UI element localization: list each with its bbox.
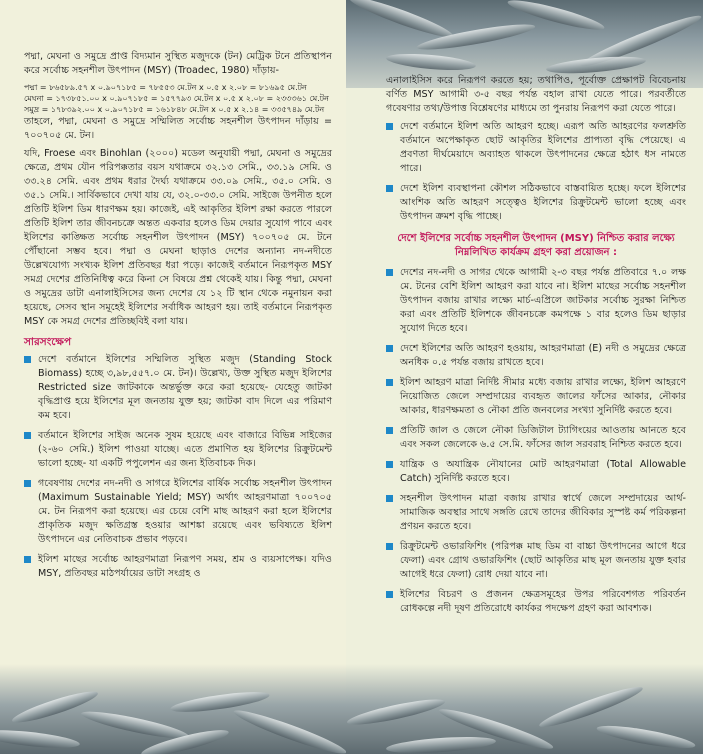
msy-continuation: এনালাইসিস করে নিরূপণ করতে হয়; তথাপিও, পূর্বোক্ত প্রেক্ষাপট বিবেচনায় বর্ণিত MSY আগামী ৩-৫ বছর পর্যন্ত বহাল রাখা যেতে পারে। পরবর্তীতে গবেষণার তথ্য/উপাত্ত বিশ্লেষণের মাধ্যমে তা পুনরায় নিরূপণ করা যেতে পারে। bbox=[386, 75, 686, 114]
findings-list bbox=[386, 120, 686, 224]
square-bullet-icon bbox=[386, 495, 393, 502]
recommendations-heading: দেশে ইলিশের সর্বোচ্চ সহনশীল উৎপাদন (MSY) নিশ্চিত করার লক্ষ্যে নিম্নলিখিত কার্যক্রম গ্রহণ করা প্রয়োজন : bbox=[397, 233, 675, 258]
calc-row-sea: সমুদ্র = ১৭৮৩৯২.০০ x ০.৯০৭১৮৫ = ১৬১৮৪৮ মে.টন x ০.৫ x ২.১৪ = ৩৩৫৭৪৯ মে.টন bbox=[24, 105, 325, 114]
finding-item: দেশে ইলিশ ব্যবস্থাপনা কৌশল সঠিকভাবে বাস্তবায়িত হচ্ছে। ফলে ইলিশের আংশিক অতি আহরণ সত্ত্বেও ইলিশের রিক্রুটমেন্ট ভালো হচ্ছে এবং উৎপাদন ক্রমশ বৃদ্ধি পাচ্ছে। bbox=[386, 182, 686, 224]
recommendation-item: যান্ত্রিক ও অযান্ত্রিক নৌযানের মোট আহরণমাত্রা (Total Allowable Catch) সুনির্দিষ্ট করতে হবে। bbox=[386, 458, 686, 486]
square-bullet-icon bbox=[24, 556, 31, 563]
recommendation-item: সহনশীল উৎপাদন মাত্রা বজায় রাখার স্বার্থে জেলে সম্প্রদায়ের আর্থ-সামাজিক অবস্থার সাথে সঙ্গতি রেখে তাদের জীবিকার সুস্পষ্ট কর্ম পরিকল্পনা প্রণয়ন করতে হবে। bbox=[386, 492, 686, 534]
recommendation-item: দেশের নদ-নদী ও সাগর থেকে আগামী ২-৩ বছর পর্যন্ত প্রতিবারে ৭.০ লক্ষ মে. টনের বেশি ইলিশ আহরণ করা যাবে না। ইলিশ মাছের সর্বোচ্চ সহনশীল উৎপাদন বজায় রাখার লক্ষ্যে মার্চ-এপ্রিলে জাটকার সর্বোচ্চ সুরক্ষা নিশ্চিত করা এবং প্রতিটি ইলিশকে জীবনচক্রে কমপক্ষে ১ বার হলেও ডিম ছাড়ার সুযোগ দিতে হবে। bbox=[386, 266, 686, 336]
square-bullet-icon bbox=[386, 379, 393, 386]
square-bullet-icon bbox=[386, 461, 393, 468]
recommendation-item: রিক্রুটমেন্ট ওভারফিশিং (পরিপক্ক মাছ ডিম বা বাচ্চা উৎপাদনের আগে ধরে ফেলা) এবং গ্রোথ ওভারফিশিং (ছোট আকৃতির মাছ মূল জনতায় যুক্ত হবার আগেই ধরে ফেলা) রোধ দেয়া যাবে না। bbox=[386, 540, 686, 582]
square-bullet-icon bbox=[24, 480, 31, 487]
calc-row-meghna: মেঘনা = ১৭৩৮৫১.০০ x ০.৯০৭১৮৫ = ১৫৭৭৯৩ মে.টন x ০.৫ x ২.০৮ = ২৩৩৩৬১ মে.টন bbox=[24, 94, 329, 103]
msy-total: তাহলে, পদ্মা, মেঘনা ও সমুদ্রে সম্মিলিত সর্বোচ্চ সহনশীল উৎপাদন দাঁড়ায় = ৭০০৭০৫ মে. টন। bbox=[24, 116, 332, 141]
recommendation-item: ইলিশের বিচরণ ও প্রজনন ক্ষেত্রসমূহের উপর পরিবেশগত পরিবর্তন রোধকল্পে নদী দূষণ প্রতিরোধে কার্যকর পদক্ষেপ গ্রহণ করা আবশ্যক। bbox=[386, 588, 686, 616]
recommendations-list bbox=[386, 266, 686, 616]
froese-paragraph: যদি, Froese এবং Binohlan (২০০০) মডেল অনুযায়ী পদ্মা, মেঘনা ও সমুদ্রের ক্ষেত্রে, প্রথম যৌন পরিপক্কতার বয়স যথাক্রমে ৩২.১৩ সেমি., ৩৩.১৯ সেমি. ও ৩৩.২৪ সেমি. এবং প্রথম ধরার দৈর্ঘ্য যথাক্রমে ৩৩.০৯ সেমি., ৩৫.০ সেমি. ও ৩৫.১ সেমি.। সার্বিকভাবে দেখা যায় যে, ৩২.০-৩৩.০ সেমি. সাইজে উপনীত হলে প্রতিটি ইলিশ ডিম ধারণক্ষম হয়। কাজেই, এই আকৃতির ইলিশ রক্ষা করতে পারলে প্রতিটি ইলিশ তার জীবনচক্রে অন্তত একবার হলেও ডিম দেয়ার সুযোগ পাবে এবং ইলিশের কাঙ্ক্ষিত সর্বোচ্চ সহনশীল উৎপাদন (MSY) ৭০০৭০৫ মে. টনে পৌঁছানো সম্ভব হবে। পদ্মা ও মেঘনা ছাড়াও দেশের অন্যান্য নদ-নদীতে উল্লেখযোগ্য সংখ্যক ইলিশ প্রতিবছর ধরা পড়ে। কাজেই বর্তমানে নিরূপকৃত MSY সমগ্র দেশের প্রতিনিধিত্ব করে কিনা সে বিষয়ে প্রশ্ন থেকেই যায়। কিন্তু পদ্মা, মেঘনা ও সমুদ্রের ডাটা এনালাইসিসের জন্য দেশের যে ১২ টি স্থান থেকে নমুনায়ন করা হয়েছে, সেসব স্থান সমূহেই ইলিশের সর্বাধিক আহরণ হয়। তাই বর্তমানে নিরূপকৃত MSY কে সমগ্র দেশের প্রতিচ্ছবিই বলা যায়। bbox=[24, 148, 332, 327]
calc-row-padma: পদ্মা = ৮৬৫৮৯.৫৭ x ০.৯০৭১৮৫ = ৭৮৫৫৩ মে.টন x ০.৫ x ২.০৮ = ৮১৬৯৫ মে.টন bbox=[24, 83, 307, 92]
square-bullet-icon bbox=[386, 345, 393, 352]
square-bullet-icon bbox=[386, 543, 393, 550]
square-bullet-icon bbox=[386, 427, 393, 434]
left-panel bbox=[0, 0, 346, 754]
fish-image-bottom-right bbox=[346, 664, 703, 754]
right-panel bbox=[346, 0, 703, 754]
square-bullet-icon bbox=[24, 356, 31, 363]
right-text-block bbox=[386, 74, 686, 622]
recommendation-item: ইলিশ আহরণ মাত্রা নির্দিষ্ট সীমার মধ্যে বজায় রাখার লক্ষ্যে, ইলিশ আহরণে নিয়োজিত জেলে সম্প্রদায়ের ব্যবহৃত জালের ফাঁসের আকার, নৌকার আকার, ধারণক্ষমতা ও নৌকা প্রতি জনবলের সংখ্যা সুনির্দিষ্ট করতে হবে। bbox=[386, 376, 686, 418]
summary-item: দেশে বর্তমানে ইলিশের সম্মিলিত সুস্থিত মজুদ (Standing Stock Biomass) হচ্ছে ৩,৯৮,৫৫৭.০ মে. টন)। উল্লেখ্য, উক্ত সুস্থিত মজুদ ইলিশের Restricted size জাটকাকে অন্তর্ভুক্ত করে করা হয়েছে- যেহেতু জাটকা বৃদ্ধিপ্রাপ্ত হয়ে ইলিশের মূল জনতায় যুক্ত হয়; জাটকা বাদ দিলে এর পরিমাণ কম হবে। bbox=[24, 353, 332, 423]
summary-list bbox=[24, 353, 332, 581]
summary-title: সারসংক্ষেপ bbox=[24, 336, 72, 348]
summary-item: গবেষণায় দেশের নদ-নদী ও সাগরে ইলিশের বার্ষিক সর্বোচ্চ সহনশীল উৎপাদন (Maximum Sustainable Yield; MSY) অর্থাৎ আহরণমাত্রা ৭০০৭০৫ মে. টন নিরূপণ করা হয়েছে। এর চেয়ে বেশি মাছ আহরণ করা হলে ইলিশের প্রাকৃতিক মজুদ ক্ষতিগ্রস্ত হওয়ার আশঙ্কা রয়েছে এবং ভবিষ্যতে ইলিশ উৎপাদনে এর নেতিবাচক প্রভাব পড়বে। bbox=[24, 477, 332, 547]
square-bullet-icon bbox=[386, 123, 393, 130]
square-bullet-icon bbox=[386, 185, 393, 192]
msy-formula-intro: পদ্মা, মেঘনা ও সমুদ্রে প্রাপ্ত বিদ্যমান সুস্থিত মজুদকে (টন) মেট্রিক টনে প্রতিস্থাপন করে সর্বোচ্চ সহনশীল উৎপাদন (MSY) (Troadec, 1980) দাঁড়ায়- bbox=[24, 51, 332, 76]
left-text-block bbox=[24, 50, 332, 587]
finding-item: দেশে বর্তমানে ইলিশ অতি আহরণ হচ্ছে। এরূপ অতি আহরণের ফলশ্রুতি বর্তমানে অপেক্ষাকৃত ছোট আকৃতির ইলিশের প্রাপ্যতা বৃদ্ধি পেয়েছে। এ প্রবণতা দীর্ঘমেয়াদে অব্যাহত থাকলে উৎপাদনের ক্ষেত্রে হঠাৎ ধস নামতে পারে। bbox=[386, 120, 686, 176]
summary-item: বর্তমানে ইলিশের সাইজ অনেক সুষম হয়েছে এবং বাজারে বিভিন্ন সাইজের (২-৬০ সেমি.) ইলিশ পাওয়া যাচ্ছে। এতে প্রমাণিত হয় ইলিশের রিক্রুটমেন্ট ভালো হচ্ছে- যা একটি পপুলেশন এর জন্য ইতিবাচক দিক। bbox=[24, 429, 332, 471]
summary-item: ইলিশ মাছের সর্বোচ্চ আহরণমাত্রা নিরূপণ সময়, শ্রম ও ব্যয়সাপেক্ষ। যদিও MSY, প্রতিবছর মাঠপর্যায়ের ডাটা সংগ্রহ ও bbox=[24, 553, 332, 581]
recommendation-item: দেশে ইলিশের অতি আহরণ হওয়ায়, আহরণমাত্রা (E) নদী ও সমুদ্রের ক্ষেত্রে অনধিক ০.৫ পর্যন্ত বজায় রাখতে হবে। bbox=[386, 342, 686, 370]
square-bullet-icon bbox=[386, 269, 393, 276]
fish-image-bottom-left bbox=[0, 664, 346, 754]
square-bullet-icon bbox=[24, 432, 31, 439]
square-bullet-icon bbox=[386, 591, 393, 598]
recommendation-item: প্রতিটি জাল ও জেলে নৌকা ডিজিটাল ট্যাগিংয়ের আওতায় আনতে হবে এবং সকল জেলেকে ৬.৫ সে.মি. ফাঁসের জাল সরবরাহ নিশ্চিত করতে হবে। bbox=[386, 424, 686, 452]
